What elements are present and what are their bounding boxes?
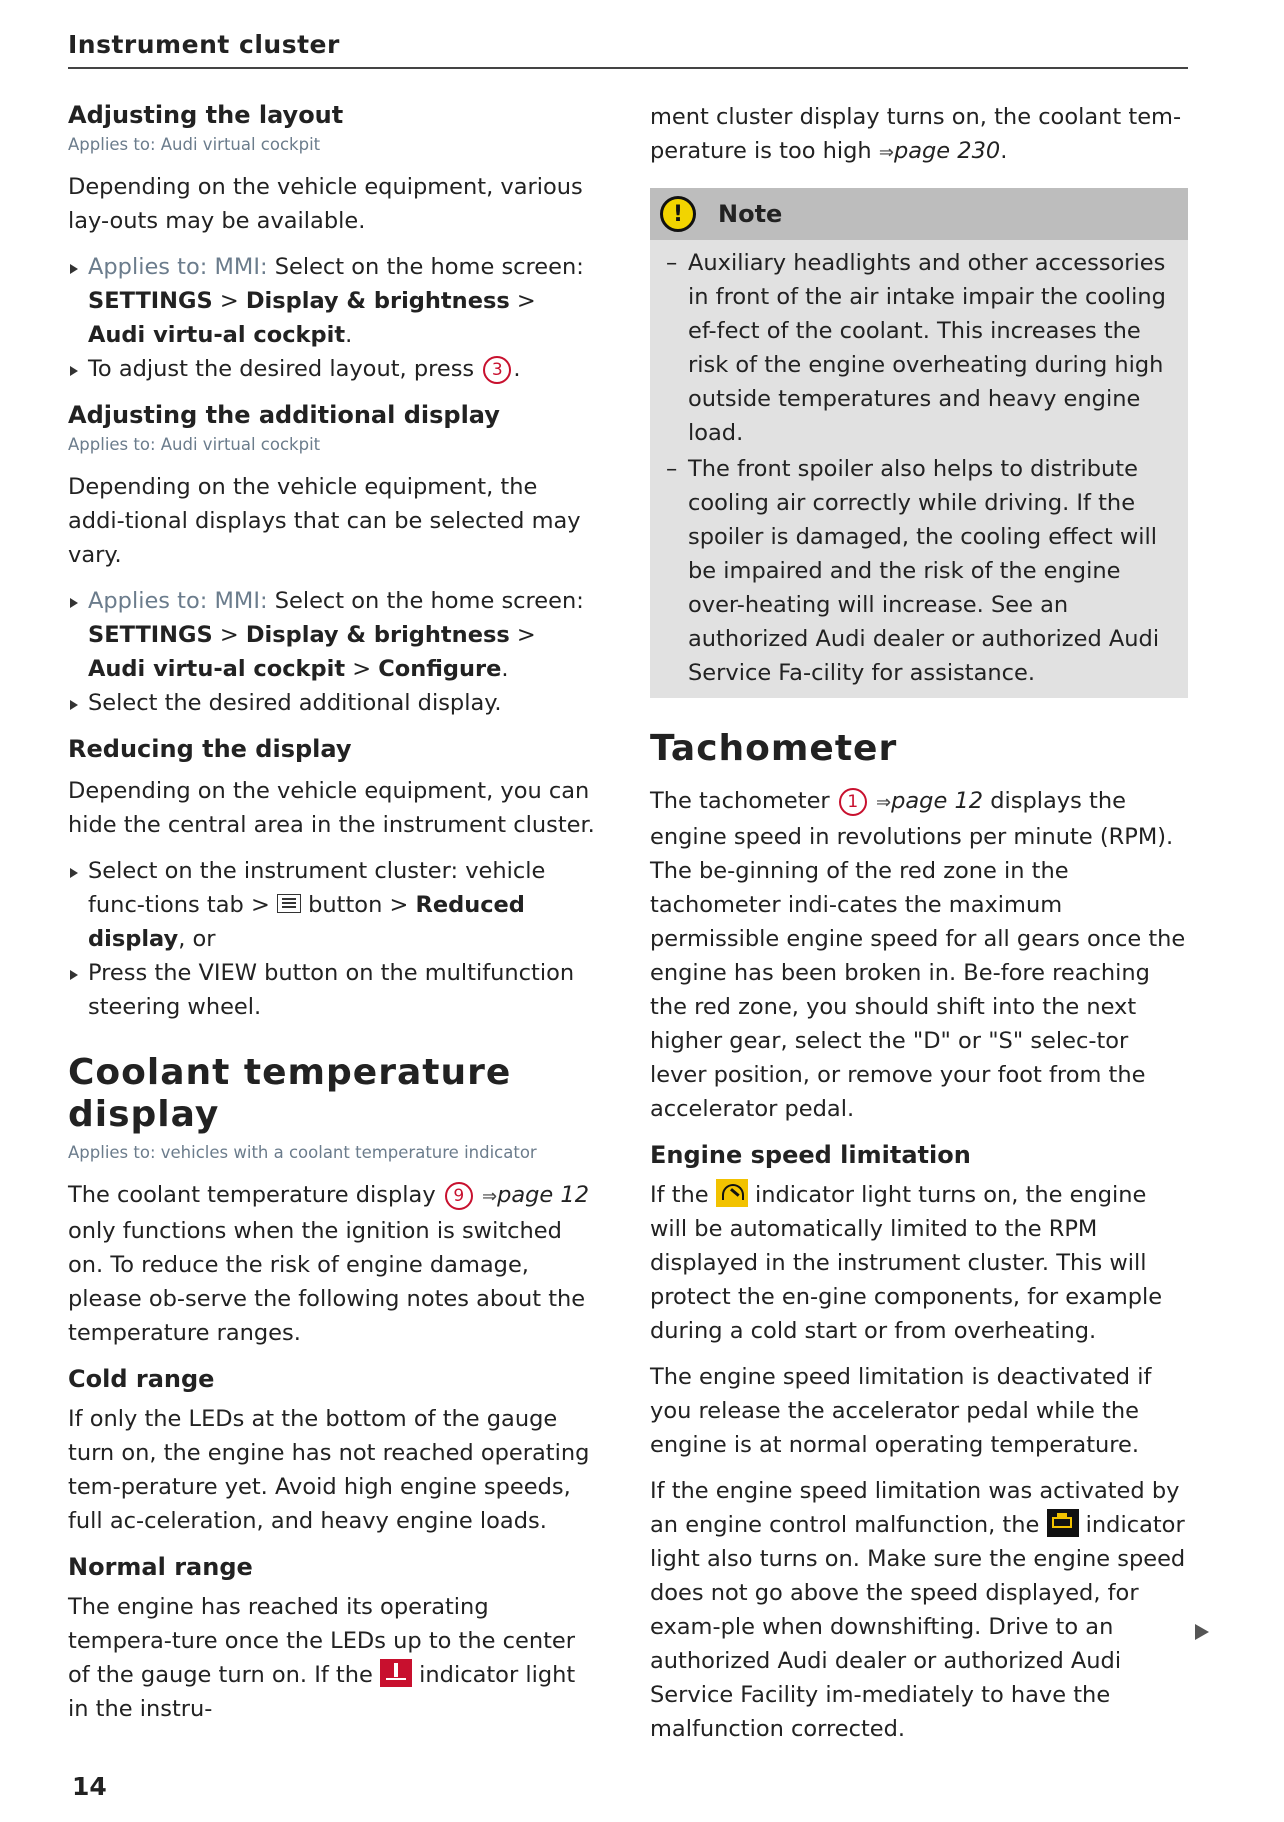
bullet-triangle-icon — [70, 970, 78, 980]
heading-reducing-display: Reducing the display — [68, 735, 352, 763]
list-item: To adjust the desired layout, press 3 . — [68, 352, 598, 386]
section-title-tachometer: Tachometer — [650, 728, 898, 769]
applies-to-note: Applies to: Audi virtual cockpit — [68, 135, 321, 154]
page-ref-arrow-icon: ⇒ — [878, 142, 894, 163]
list-item: Applies to: MMI: Select on the home screen: SETTINGS > Display & brightness > Audi virtu-al cockpit > Configure. — [68, 584, 598, 686]
page-number: 14 — [72, 1772, 107, 1801]
paragraph: The engine speed limitation is deactivated if you release the accelerator pedal while the engine is at normal operating temperature. — [650, 1364, 1152, 1458]
bullet-triangle-icon — [70, 598, 78, 608]
bullet-triangle-icon — [70, 700, 78, 710]
right-column — [650, 100, 1188, 1758]
bullet-triangle-icon — [70, 366, 78, 376]
note-body — [650, 240, 1188, 698]
note-title: Note — [718, 200, 783, 228]
list-item: Applies to: MMI: Select on the home screen: SETTINGS > Display & brightness > Audi virtu-al cockpit. — [68, 250, 598, 352]
page-ref-arrow-icon: ⇒ — [876, 792, 892, 813]
engine-malfunction-icon — [1047, 1509, 1079, 1537]
bullet-triangle-icon — [70, 868, 78, 878]
section-title-coolant: Coolant temperature display — [68, 1052, 512, 1135]
heading-adjusting-layout: Adjusting the layout — [68, 101, 344, 129]
callout-number: 3 — [483, 356, 511, 384]
applies-to-note: Applies to: vehicles with a coolant temperature indicator — [68, 1143, 537, 1162]
paragraph: Depending on the vehicle equipment, various lay-outs may be available. — [68, 174, 583, 234]
menu-list-icon — [277, 894, 301, 913]
page-reference[interactable]: page 12 — [891, 788, 984, 814]
running-header: Instrument cluster — [68, 30, 1188, 69]
callout-number: 1 — [839, 788, 867, 816]
paragraph: If the engine speed limitation was activated by an engine control malfunction, the indicator light also turns on. Make sure the engine speed does not go above the speed displayed, for exam-ple when downshifting. Drive to an authorized Audi dealer or authorized Audi Service Facility im-mediately to have the malfunction corrected. — [650, 1478, 1186, 1742]
note-box — [650, 188, 1188, 698]
applies-to-note: Applies to: Audi virtual cockpit — [68, 435, 321, 454]
paragraph: Depending on the vehicle equipment, the addi-tional displays that can be selected may vary. — [68, 474, 581, 568]
paragraph: The tachometer 1 ⇒page 12 displays the engine speed in revolutions per minute (RPM). The be-ginning of the red zone in the tachometer indi-cates the maximum permissible engine speed for all gears once the engine has been broken in. Be-fore reaching the red zone, you should shift into the next higher gear, select the "D" or "S" selec-tor lever position, or remove your foot from the accelerator pedal. — [650, 788, 1186, 1122]
page-ref-arrow-icon: ⇒ — [481, 1186, 498, 1207]
list-item: Select the desired additional display. — [68, 686, 598, 720]
paragraph: If only the LEDs at the bottom of the gauge turn on, the engine has not reached operating tem-perature yet. Avoid high engine speeds, full ac-celeration, and heavy engine loads. — [68, 1406, 590, 1534]
heading-cold-range: Cold range — [68, 1365, 215, 1393]
engine-speed-limit-icon — [716, 1179, 748, 1207]
page-reference[interactable]: page 230 — [893, 138, 1001, 164]
heading-adjusting-additional-display: Adjusting the additional display — [68, 401, 500, 429]
coolant-temperature-warning-icon — [380, 1659, 412, 1687]
note-item: – The front spoiler also helps to distribute cooling air correctly while driving. If the spoiler is damaged, the cooling effect will be impaired and the risk of the engine over-heating will increase. See an authorized Audi dealer or authorized Audi Service Fa-cility for assistance. — [666, 456, 1160, 686]
page-reference[interactable]: page 12 — [497, 1182, 590, 1208]
list-item: Press the VIEW button on the multifunction steering wheel. — [68, 956, 598, 1024]
continued-arrow-icon — [1195, 1624, 1209, 1640]
heading-engine-speed-limitation: Engine speed limitation — [650, 1141, 971, 1169]
callout-number: 9 — [445, 1182, 473, 1210]
note-item: – Auxiliary headlights and other accessories in front of the air intake impair the cooling ef-fect of the coolant. This increases the risk of the engine overheating during high outside temperatures and heavy engine load. — [666, 250, 1166, 446]
bullet-triangle-icon — [70, 264, 78, 274]
paragraph: The engine has reached its operating tempera-ture once the LEDs up to the center of the gauge turn on. If the indicator light in the instru- — [68, 1594, 576, 1722]
paragraph: Depending on the vehicle equipment, you can hide the central area in the instrument cluster. — [68, 778, 595, 838]
exclamation-icon: ! — [660, 196, 696, 232]
paragraph: If the indicator light turns on, the engine will be automatically limited to the RPM displayed in the instrument cluster. This will protect the en-gine components, for example during a cold start or from overheating. — [650, 1178, 1188, 1348]
left-column — [68, 100, 598, 1738]
paragraph: ment cluster display turns on, the coolant tem-perature is too high ⇒page 230. — [650, 104, 1182, 164]
note-header — [650, 188, 1188, 240]
paragraph: The coolant temperature display 9 ⇒page 12 only functions when the ignition is switched on. To reduce the risk of engine damage, please ob-serve the following notes about the temperature ranges. — [68, 1182, 590, 1346]
list-item: Select on the instrument cluster: vehicle func-tions tab > button > Reduced display, or — [68, 854, 598, 956]
heading-normal-range: Normal range — [68, 1553, 253, 1581]
